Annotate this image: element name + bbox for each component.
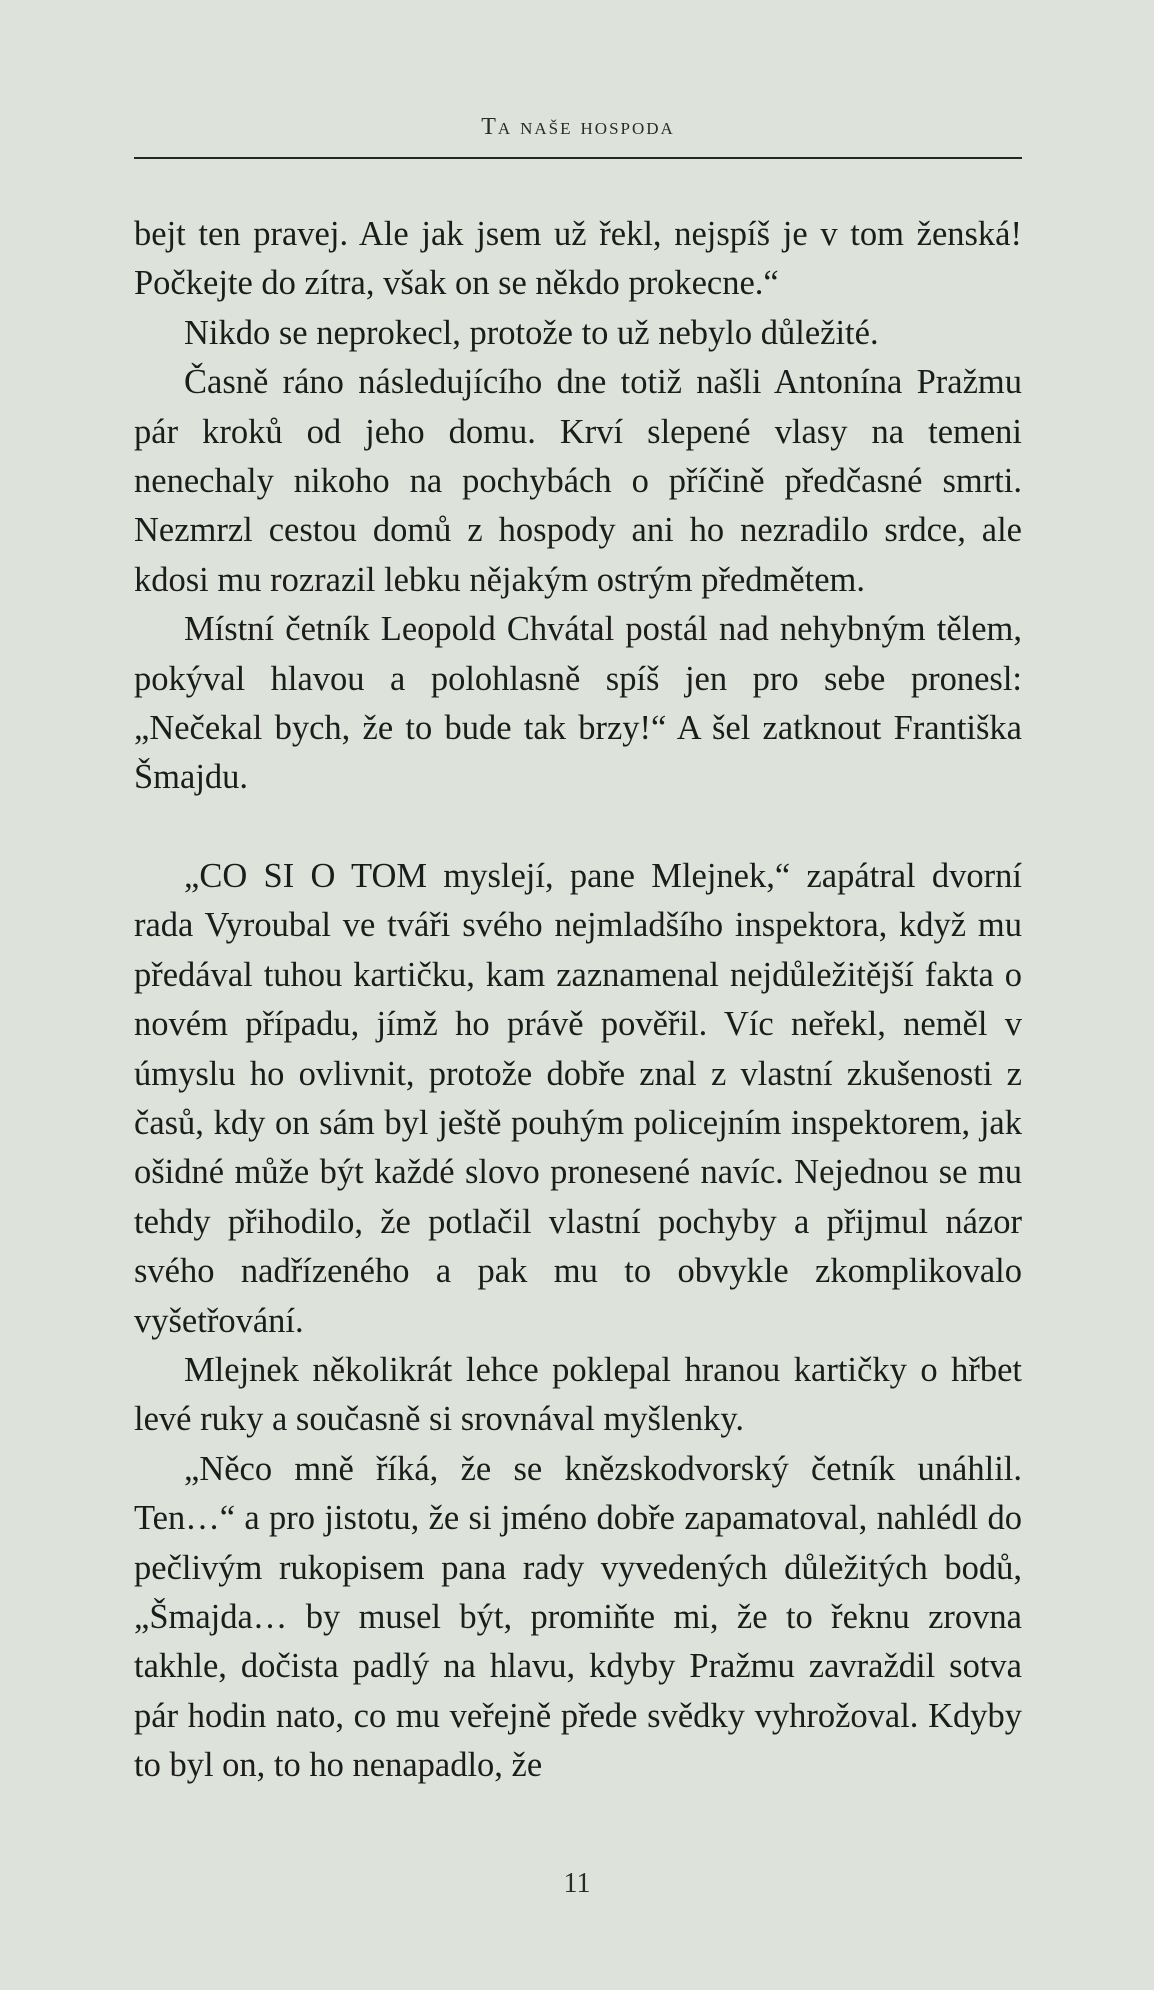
paragraph: Časně ráno následujícího dne totiž našli Antonína Pražmu pár kroků od jeho domu. Krví slepené vlasy na temeni nenechaly nikoho na pochybách o příčině předčasné smrti. Nezmrzl cestou domů z hospody ani ho nezradilo srdce, ale kdosi mu rozrazil lebku nějakým ostrým předmětem. [134,363,1022,599]
header-rule [134,157,1022,159]
paragraph: Místní četník Leopold Chvátal postál nad nehybným tělem, pokýval hlavou a polohlasně spíš jen pro sebe pronesl: „Nečekal bych, že to bude tak brzy!“ A šel zatknout Františka Šmajdu. [134,610,1022,797]
running-head: Ta naše hospoda [481,114,675,140]
paragraph: „Něco mně říká, že se knězskodvorský četník unáhlil. Ten…“ a pro jistotu, že si jméno dobře zapamatoval, nahlédl do pečlivým rukopisem pana rady vyvedených důležitých bodů, „Šmajda… by musel být, promiňte mi, že to řeknu zrovna takhle, dočista padlý na hlavu, kdyby Pražmu zavraždil sotva pár hodin nato, co mu veřejně přede svědky vyhrožoval. Kdyby to byl on, to ho nenapadlo, že [134,1449,1022,1785]
section-break [134,803,1022,852]
paragraph: „CO SI O TOM myslejí, pane Mlejnek,“ zapátral dvorní rada Vyroubal ve tváři svého nejmladšího inspektora, když mu předával tuhou kartičku, kam zaznamenal nejdůležitější fakta o novém případu, jímž ho právě pověřil. Víc neřekl, neměl v úmyslu ho ovlivnit, protože dobře znal z vlastní zkušenosti z časů, kdy on sám byl ještě pouhým policejním inspektorem, jak ošidné může být každé slovo pronesené navíc. Nejednou se mu tehdy přihodilo, že potlačil vlastní pochyby a přijmul názor svého nadřízeného a pak mu to obvykle zkomplikovalo vyšetřování. [134,856,1022,1340]
paragraph: Nikdo se neprokecl, protože to už nebylo důležité. [184,313,879,352]
paragraph: Mlejnek několikrát lehce poklepal hranou kartičky o hřbet levé ruky a současně si srovnával myšlenky. [134,1350,1022,1439]
page-number: 11 [563,1868,591,1899]
body-text [134,210,1022,1791]
paragraph: bejt ten pravej. Ale jak jsem už řekl, nejspíš je v tom ženská! Počkejte do zítra, však on se někdo prokecne.“ [134,215,1022,303]
